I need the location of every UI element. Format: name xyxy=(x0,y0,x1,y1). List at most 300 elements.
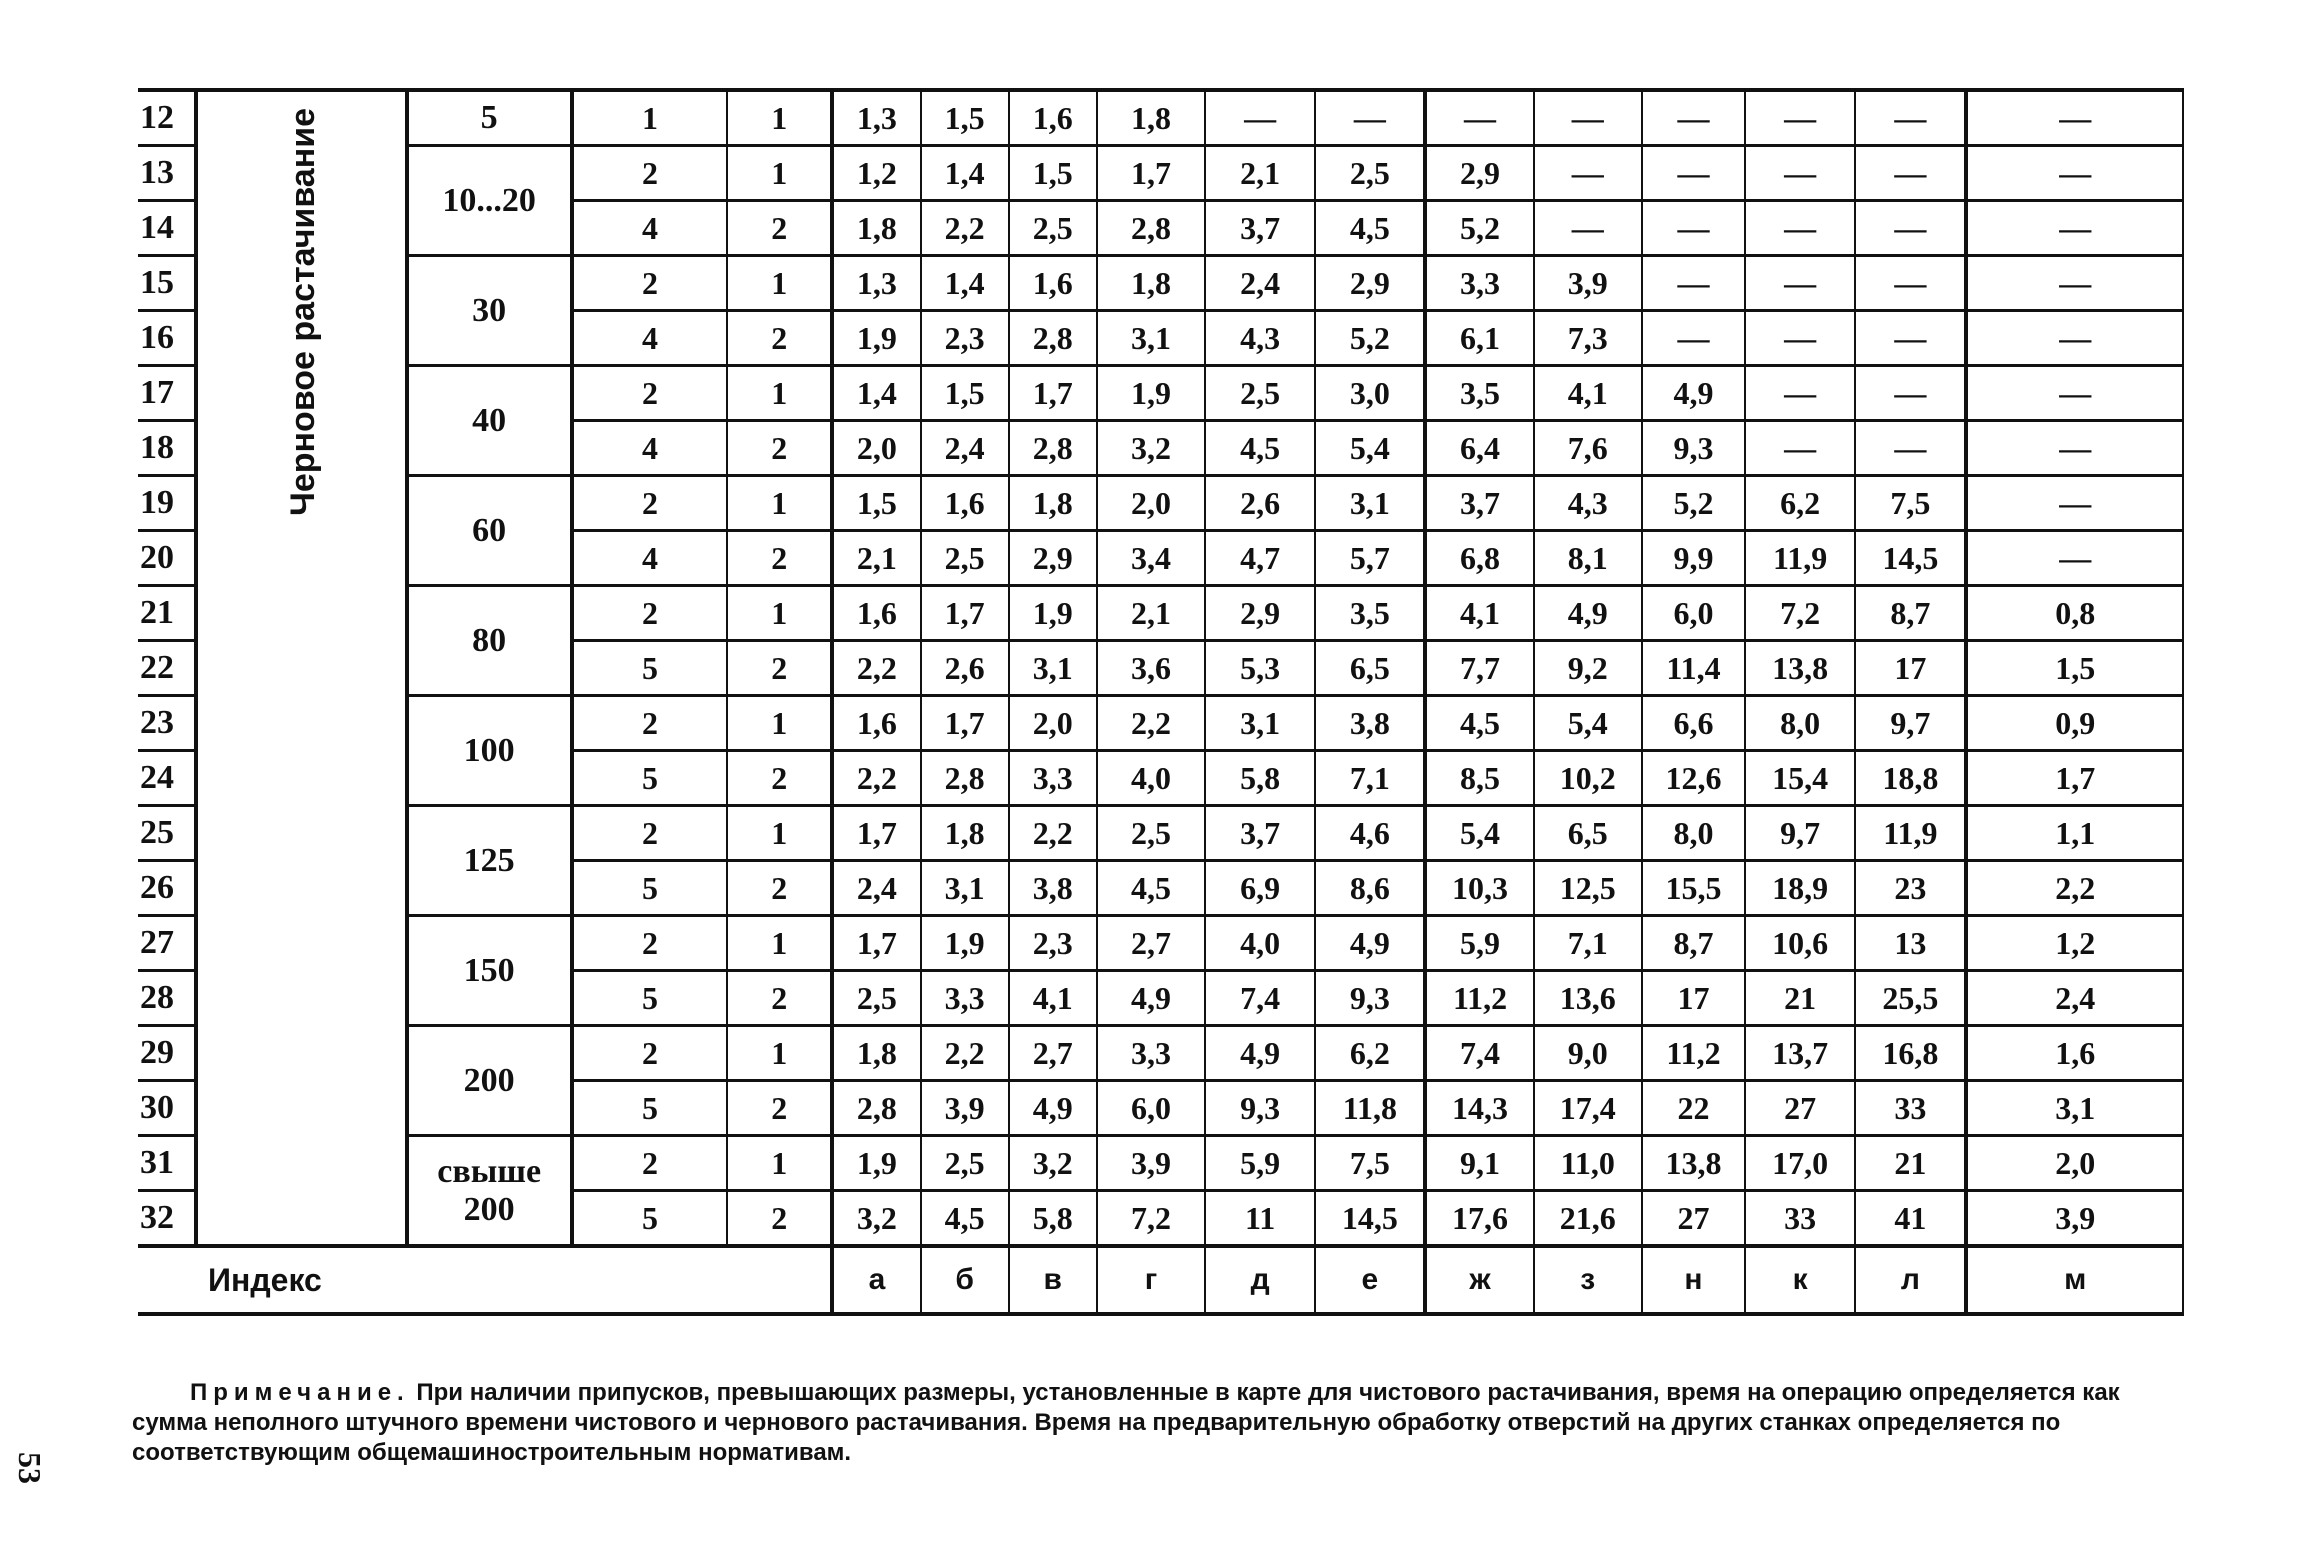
time-value-cell: 13,8 xyxy=(1745,641,1855,696)
time-value-cell: 3,3 xyxy=(921,971,1009,1026)
parameter-cell-b: 1 xyxy=(727,586,832,641)
time-value-cell: 2,8 xyxy=(921,751,1009,806)
row-number: 22 xyxy=(138,641,196,696)
time-value-cell: 13,6 xyxy=(1534,971,1642,1026)
time-value-cell: 8,7 xyxy=(1642,916,1745,971)
time-value-cell: 5,8 xyxy=(1009,1191,1097,1247)
time-value-cell: 4,3 xyxy=(1534,476,1642,531)
time-value-cell: 7,5 xyxy=(1315,1136,1425,1191)
time-value-cell: 1,7 xyxy=(1966,751,2183,806)
time-value-cell: 3,2 xyxy=(1097,421,1205,476)
index-letter: в xyxy=(1009,1246,1097,1314)
page-number: 53 xyxy=(12,1452,48,1484)
time-value-cell: 1,7 xyxy=(921,696,1009,751)
time-value-cell: 3,9 xyxy=(1097,1136,1205,1191)
time-value-cell: 21 xyxy=(1745,971,1855,1026)
time-value-cell: — xyxy=(1855,146,1966,201)
parameter-cell-b: 1 xyxy=(727,90,832,146)
parameter-cell-b: 2 xyxy=(727,421,832,476)
index-letter: л xyxy=(1855,1246,1966,1314)
parameter-cell-a: 2 xyxy=(572,586,727,641)
time-value-cell: 4,9 xyxy=(1315,916,1425,971)
parameter-cell-a: 4 xyxy=(572,201,727,256)
time-value-cell: — xyxy=(1745,421,1855,476)
time-value-cell: 41 xyxy=(1855,1191,1966,1247)
time-value-cell: 11,2 xyxy=(1425,971,1533,1026)
index-letter: к xyxy=(1745,1246,1855,1314)
time-value-cell: 6,5 xyxy=(1534,806,1642,861)
time-value-cell: 4,9 xyxy=(1097,971,1205,1026)
time-value-cell: 7,3 xyxy=(1534,311,1642,366)
time-value-cell: — xyxy=(1855,256,1966,311)
time-value-cell: 1,7 xyxy=(832,806,920,861)
time-value-cell: 17,0 xyxy=(1745,1136,1855,1191)
time-value-cell: 8,1 xyxy=(1534,531,1642,586)
time-value-cell: 2,4 xyxy=(921,421,1009,476)
time-value-cell: 1,6 xyxy=(832,586,920,641)
time-value-cell: 21,6 xyxy=(1534,1191,1642,1247)
time-value-cell: 2,5 xyxy=(832,971,920,1026)
time-value-cell: 3,7 xyxy=(1425,476,1533,531)
time-value-cell: 1,9 xyxy=(1097,366,1205,421)
index-letter: м xyxy=(1966,1246,2183,1314)
time-value-cell: 4,9 xyxy=(1205,1026,1315,1081)
time-value-cell: 14,3 xyxy=(1425,1081,1533,1136)
time-value-cell: 5,2 xyxy=(1642,476,1745,531)
time-value-cell: — xyxy=(1534,201,1642,256)
parameter-cell-a: 2 xyxy=(572,366,727,421)
time-value-cell: — xyxy=(1966,256,2183,311)
parameter-cell-b: 2 xyxy=(727,1081,832,1136)
time-value-cell: 1,4 xyxy=(921,146,1009,201)
time-value-cell: 3,9 xyxy=(921,1081,1009,1136)
time-value-cell: 18,9 xyxy=(1745,861,1855,916)
time-value-cell: 4,5 xyxy=(921,1191,1009,1247)
time-value-cell: 1,6 xyxy=(1009,256,1097,311)
footnote-title: Примечание. xyxy=(190,1379,410,1406)
time-value-cell: 2,4 xyxy=(832,861,920,916)
index-letter: н xyxy=(1642,1246,1745,1314)
time-value-cell: 5,2 xyxy=(1425,201,1533,256)
time-value-cell: 9,9 xyxy=(1642,531,1745,586)
time-value-cell: 2,2 xyxy=(921,201,1009,256)
parameter-cell-b: 1 xyxy=(727,806,832,861)
time-value-cell: — xyxy=(1745,366,1855,421)
row-number: 32 xyxy=(138,1191,196,1247)
diameter-cell: 60 xyxy=(407,476,572,586)
parameter-cell-b: 1 xyxy=(727,1026,832,1081)
time-value-cell: 12,5 xyxy=(1534,861,1642,916)
index-letter: а xyxy=(832,1246,920,1314)
time-value-cell: 1,2 xyxy=(832,146,920,201)
time-value-cell: 3,6 xyxy=(1097,641,1205,696)
time-value-cell: 3,7 xyxy=(1205,201,1315,256)
time-value-cell: 2,8 xyxy=(832,1081,920,1136)
time-value-cell: 3,8 xyxy=(1009,861,1097,916)
parameter-cell-b: 1 xyxy=(727,1136,832,1191)
time-value-cell: — xyxy=(1855,311,1966,366)
index-letter: б xyxy=(921,1246,1009,1314)
time-value-cell: 5,8 xyxy=(1205,751,1315,806)
time-value-cell: 10,3 xyxy=(1425,861,1533,916)
diameter-cell: 125 xyxy=(407,806,572,916)
time-value-cell: — xyxy=(1855,421,1966,476)
parameter-cell-b: 2 xyxy=(727,861,832,916)
table-row xyxy=(138,806,2183,861)
time-value-cell: 8,0 xyxy=(1745,696,1855,751)
parameter-cell-b: 2 xyxy=(727,641,832,696)
time-value-cell: 4,1 xyxy=(1534,366,1642,421)
time-value-cell: — xyxy=(1642,146,1745,201)
parameter-cell-a: 5 xyxy=(572,641,727,696)
parameter-cell-b: 2 xyxy=(727,1191,832,1247)
row-number: 15 xyxy=(138,256,196,311)
time-value-cell: 2,1 xyxy=(832,531,920,586)
time-value-cell: 2,6 xyxy=(1205,476,1315,531)
time-value-cell: 4,1 xyxy=(1009,971,1097,1026)
time-value-cell: 1,6 xyxy=(921,476,1009,531)
time-value-cell: 13,8 xyxy=(1642,1136,1745,1191)
time-value-cell: — xyxy=(1966,476,2183,531)
time-value-cell: 15,5 xyxy=(1642,861,1745,916)
time-value-cell: 6,0 xyxy=(1097,1081,1205,1136)
time-value-cell: 9,3 xyxy=(1205,1081,1315,1136)
time-value-cell: — xyxy=(1966,146,2183,201)
parameter-cell-a: 2 xyxy=(572,696,727,751)
time-value-cell: 5,4 xyxy=(1315,421,1425,476)
time-value-cell: 1,5 xyxy=(921,366,1009,421)
time-value-cell: — xyxy=(1745,311,1855,366)
time-value-cell: 4,9 xyxy=(1642,366,1745,421)
diameter-cell: свыше 200 xyxy=(407,1136,572,1247)
time-value-cell: 1,8 xyxy=(832,1026,920,1081)
time-value-cell: 3,1 xyxy=(1205,696,1315,751)
time-value-cell: 2,1 xyxy=(1097,586,1205,641)
time-value-cell: 1,7 xyxy=(1009,366,1097,421)
parameter-cell-a: 2 xyxy=(572,916,727,971)
time-value-cell: 3,1 xyxy=(921,861,1009,916)
diameter-cell: 200 xyxy=(407,1026,572,1136)
time-value-cell: 33 xyxy=(1745,1191,1855,1247)
time-value-cell: 2,4 xyxy=(1966,971,2183,1026)
time-value-cell: 1,9 xyxy=(1009,586,1097,641)
time-value-cell: 2,9 xyxy=(1009,531,1097,586)
table-row xyxy=(138,366,2183,421)
time-value-cell: — xyxy=(1745,256,1855,311)
table-row xyxy=(138,696,2183,751)
time-value-cell: 1,9 xyxy=(921,916,1009,971)
time-value-cell: 2,5 xyxy=(1315,146,1425,201)
parameter-cell-b: 1 xyxy=(727,366,832,421)
time-value-cell: — xyxy=(1855,201,1966,256)
time-value-cell: 17 xyxy=(1855,641,1966,696)
table-row xyxy=(138,1026,2183,1081)
row-number: 21 xyxy=(138,586,196,641)
parameter-cell-a: 4 xyxy=(572,311,727,366)
time-value-cell: 2,3 xyxy=(1009,916,1097,971)
time-value-cell: 3,1 xyxy=(1966,1081,2183,1136)
parameter-cell-b: 1 xyxy=(727,146,832,201)
time-value-cell: 1,8 xyxy=(832,201,920,256)
footnote xyxy=(132,1378,2177,1468)
time-value-cell: 11,9 xyxy=(1745,531,1855,586)
time-value-cell: 2,0 xyxy=(1009,696,1097,751)
time-value-cell: 3,7 xyxy=(1205,806,1315,861)
time-value-cell: 5,4 xyxy=(1425,806,1533,861)
parameter-cell-a: 4 xyxy=(572,531,727,586)
time-value-cell: 23 xyxy=(1855,861,1966,916)
time-value-cell: 8,5 xyxy=(1425,751,1533,806)
time-value-cell: — xyxy=(1966,201,2183,256)
time-value-cell: 2,2 xyxy=(1966,861,2183,916)
time-value-cell: 6,5 xyxy=(1315,641,1425,696)
time-value-cell: — xyxy=(1425,90,1533,146)
table-row xyxy=(138,476,2183,531)
parameter-cell-a: 4 xyxy=(572,421,727,476)
row-number: 28 xyxy=(138,971,196,1026)
time-value-cell: 1,7 xyxy=(1097,146,1205,201)
time-value-cell: 2,2 xyxy=(832,641,920,696)
time-value-cell: — xyxy=(1966,311,2183,366)
time-value-cell: 6,6 xyxy=(1642,696,1745,751)
parameter-cell-a: 5 xyxy=(572,861,727,916)
diameter-cell: 40 xyxy=(407,366,572,476)
time-value-cell: 7,2 xyxy=(1097,1191,1205,1247)
time-value-cell: 4,9 xyxy=(1534,586,1642,641)
parameter-cell-b: 2 xyxy=(727,201,832,256)
time-value-cell: 4,5 xyxy=(1097,861,1205,916)
time-value-cell: 3,0 xyxy=(1315,366,1425,421)
diameter-cell: 30 xyxy=(407,256,572,366)
time-value-cell: 14,5 xyxy=(1855,531,1966,586)
time-value-cell: 4,6 xyxy=(1315,806,1425,861)
time-value-cell: — xyxy=(1966,366,2183,421)
time-value-cell: 7,7 xyxy=(1425,641,1533,696)
time-value-cell: 1,5 xyxy=(1009,146,1097,201)
time-value-cell: 1,6 xyxy=(1966,1026,2183,1081)
time-value-cell: 1,4 xyxy=(921,256,1009,311)
time-value-cell: 2,2 xyxy=(921,1026,1009,1081)
time-value-cell: 1,4 xyxy=(832,366,920,421)
row-number: 13 xyxy=(138,146,196,201)
time-value-cell: 2,2 xyxy=(1009,806,1097,861)
time-value-cell: 2,5 xyxy=(1009,201,1097,256)
time-value-cell: — xyxy=(1642,256,1745,311)
time-value-cell: 9,3 xyxy=(1642,421,1745,476)
time-value-cell: 2,3 xyxy=(921,311,1009,366)
time-value-cell: 2,4 xyxy=(1205,256,1315,311)
row-number: 31 xyxy=(138,1136,196,1191)
time-value-cell: 3,5 xyxy=(1425,366,1533,421)
parameter-cell-a: 5 xyxy=(572,1081,727,1136)
row-number: 23 xyxy=(138,696,196,751)
operation-cell xyxy=(196,90,406,1246)
time-value-cell: 1,8 xyxy=(1009,476,1097,531)
time-value-cell: 3,8 xyxy=(1315,696,1425,751)
row-number: 18 xyxy=(138,421,196,476)
time-value-cell: 2,2 xyxy=(1097,696,1205,751)
time-value-cell: 1,6 xyxy=(1009,90,1097,146)
time-value-cell: 1,5 xyxy=(1966,641,2183,696)
norms-table xyxy=(138,88,2184,1316)
time-value-cell: 3,3 xyxy=(1009,751,1097,806)
time-value-cell: 2,8 xyxy=(1097,201,1205,256)
index-letter: д xyxy=(1205,1246,1315,1314)
time-value-cell: — xyxy=(1855,90,1966,146)
time-value-cell: 7,1 xyxy=(1315,751,1425,806)
parameter-cell-b: 2 xyxy=(727,751,832,806)
time-value-cell: 1,5 xyxy=(832,476,920,531)
parameter-cell-a: 2 xyxy=(572,256,727,311)
row-number: 19 xyxy=(138,476,196,531)
time-value-cell: 27 xyxy=(1745,1081,1855,1136)
parameter-cell-a: 5 xyxy=(572,1191,727,1247)
time-value-cell: 4,1 xyxy=(1425,586,1533,641)
row-number: 26 xyxy=(138,861,196,916)
time-value-cell: 5,9 xyxy=(1205,1136,1315,1191)
time-value-cell: 18,8 xyxy=(1855,751,1966,806)
time-value-cell: 9,1 xyxy=(1425,1136,1533,1191)
time-value-cell: 21 xyxy=(1855,1136,1966,1191)
table-row xyxy=(138,586,2183,641)
parameter-cell-a: 2 xyxy=(572,476,727,531)
row-number: 27 xyxy=(138,916,196,971)
time-value-cell: 6,8 xyxy=(1425,531,1533,586)
time-value-cell: 9,2 xyxy=(1534,641,1642,696)
time-value-cell: 7,6 xyxy=(1534,421,1642,476)
time-value-cell: — xyxy=(1642,201,1745,256)
time-value-cell: 2,8 xyxy=(1009,311,1097,366)
time-value-cell: 17,6 xyxy=(1425,1191,1533,1247)
parameter-cell-a: 2 xyxy=(572,1136,727,1191)
parameter-cell-b: 1 xyxy=(727,696,832,751)
time-value-cell: 2,5 xyxy=(1097,806,1205,861)
time-value-cell: — xyxy=(1642,90,1745,146)
time-value-cell: 2,5 xyxy=(1205,366,1315,421)
table-row xyxy=(138,1136,2183,1191)
time-value-cell: 2,9 xyxy=(1315,256,1425,311)
time-value-cell: 2,7 xyxy=(1009,1026,1097,1081)
time-value-cell: 6,2 xyxy=(1745,476,1855,531)
time-value-cell: 5,4 xyxy=(1534,696,1642,751)
time-value-cell: — xyxy=(1642,311,1745,366)
time-value-cell: 2,5 xyxy=(921,1136,1009,1191)
time-value-cell: 4,5 xyxy=(1425,696,1533,751)
time-value-cell: 5,7 xyxy=(1315,531,1425,586)
footnote-text: При наличии припусков, превышающих размеры, установленные в карте для чистового растачивания, время на операцию определяется как сумма неполного штучного времени чистового и чернового растачивания. Время на предварительную обработку отверстий на других станках определяется по соответствующим общемашиностроительным нормативам. xyxy=(132,1379,2120,1466)
diameter-cell: 80 xyxy=(407,586,572,696)
row-number: 20 xyxy=(138,531,196,586)
time-value-cell: 9,0 xyxy=(1534,1026,1642,1081)
index-letter: г xyxy=(1097,1246,1205,1314)
time-value-cell: — xyxy=(1205,90,1315,146)
parameter-cell-b: 1 xyxy=(727,476,832,531)
time-value-cell: 3,3 xyxy=(1425,256,1533,311)
time-value-cell: 2,7 xyxy=(1097,916,1205,971)
time-value-cell: 2,0 xyxy=(1966,1136,2183,1191)
row-number: 14 xyxy=(138,201,196,256)
parameter-cell-b: 2 xyxy=(727,531,832,586)
time-value-cell: — xyxy=(1745,90,1855,146)
time-value-cell: — xyxy=(1534,90,1642,146)
time-value-cell: 6,9 xyxy=(1205,861,1315,916)
diameter-cell: 10...20 xyxy=(407,146,572,256)
time-value-cell: 3,2 xyxy=(1009,1136,1097,1191)
time-value-cell: 3,2 xyxy=(832,1191,920,1247)
time-value-cell: 11,4 xyxy=(1642,641,1745,696)
time-value-cell: — xyxy=(1534,146,1642,201)
time-value-cell: 2,2 xyxy=(832,751,920,806)
time-value-cell: 2,9 xyxy=(1425,146,1533,201)
table-row xyxy=(138,90,2183,146)
time-value-cell: 2,1 xyxy=(1205,146,1315,201)
parameter-cell-a: 2 xyxy=(572,806,727,861)
time-value-cell: 25,5 xyxy=(1855,971,1966,1026)
time-value-cell: 11,0 xyxy=(1534,1136,1642,1191)
time-value-cell: 1,7 xyxy=(921,586,1009,641)
time-value-cell: 6,1 xyxy=(1425,311,1533,366)
time-value-cell: 0,8 xyxy=(1966,586,2183,641)
time-value-cell: 15,4 xyxy=(1745,751,1855,806)
row-number: 25 xyxy=(138,806,196,861)
time-value-cell: 6,4 xyxy=(1425,421,1533,476)
time-value-cell: 13,7 xyxy=(1745,1026,1855,1081)
index-label: Индекс xyxy=(138,1246,832,1314)
time-value-cell: 1,7 xyxy=(832,916,920,971)
row-number: 17 xyxy=(138,366,196,421)
time-value-cell: 4,0 xyxy=(1097,751,1205,806)
time-value-cell: 8,7 xyxy=(1855,586,1966,641)
time-value-cell: 14,5 xyxy=(1315,1191,1425,1247)
table-row xyxy=(138,916,2183,971)
time-value-cell: 9,7 xyxy=(1745,806,1855,861)
time-value-cell: 22 xyxy=(1642,1081,1745,1136)
time-value-cell: 7,4 xyxy=(1205,971,1315,1026)
time-value-cell: 7,4 xyxy=(1425,1026,1533,1081)
parameter-cell-b: 1 xyxy=(727,256,832,311)
time-value-cell: 8,0 xyxy=(1642,806,1745,861)
time-value-cell: 4,7 xyxy=(1205,531,1315,586)
time-value-cell: 4,5 xyxy=(1205,421,1315,476)
time-value-cell: 2,6 xyxy=(921,641,1009,696)
diameter-cell: 100 xyxy=(407,696,572,806)
time-value-cell: 1,8 xyxy=(1097,90,1205,146)
time-value-cell: 33 xyxy=(1855,1081,1966,1136)
time-value-cell: 3,1 xyxy=(1009,641,1097,696)
time-value-cell: 11,8 xyxy=(1315,1081,1425,1136)
time-value-cell: 27 xyxy=(1642,1191,1745,1247)
time-value-cell: 1,6 xyxy=(832,696,920,751)
time-value-cell: 2,5 xyxy=(921,531,1009,586)
time-value-cell: 7,2 xyxy=(1745,586,1855,641)
time-value-cell: 2,0 xyxy=(1097,476,1205,531)
time-value-cell: — xyxy=(1966,421,2183,476)
time-value-cell: 4,9 xyxy=(1009,1081,1097,1136)
time-value-cell: 3,4 xyxy=(1097,531,1205,586)
time-value-cell: — xyxy=(1855,366,1966,421)
time-value-cell: — xyxy=(1745,201,1855,256)
parameter-cell-a: 5 xyxy=(572,971,727,1026)
time-value-cell: 9,3 xyxy=(1315,971,1425,1026)
time-value-cell: 4,3 xyxy=(1205,311,1315,366)
time-value-cell: 2,9 xyxy=(1205,586,1315,641)
time-value-cell: 17,4 xyxy=(1534,1081,1642,1136)
time-value-cell: 1,9 xyxy=(832,1136,920,1191)
time-value-cell: 16,8 xyxy=(1855,1026,1966,1081)
time-value-cell: 6,2 xyxy=(1315,1026,1425,1081)
time-value-cell: 1,3 xyxy=(832,256,920,311)
time-value-cell: 3,1 xyxy=(1315,476,1425,531)
